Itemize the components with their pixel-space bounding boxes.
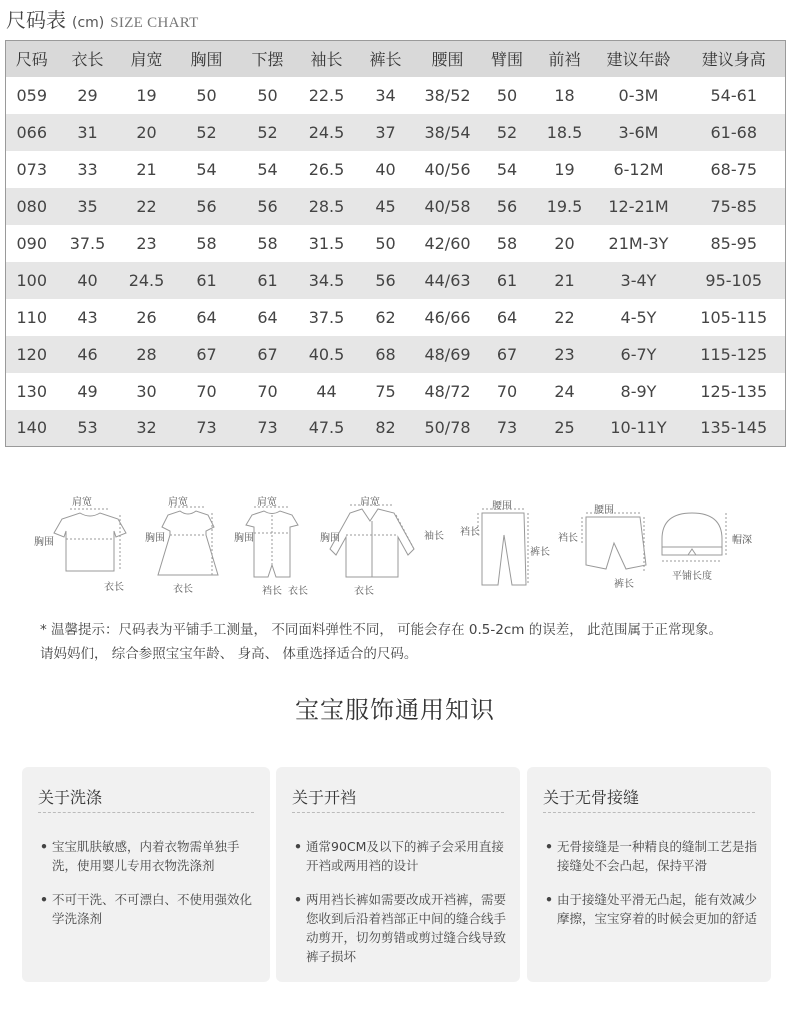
table-cell: 125-135 (700, 381, 768, 401)
card-item (40, 890, 260, 928)
title-english: SIZE CHART (110, 15, 199, 31)
table-cell: 35 (77, 196, 98, 216)
size-table (5, 40, 786, 447)
label-chest: 胸围 (320, 533, 340, 544)
table-cell: 32 (136, 418, 157, 438)
label-length: 衣长 (354, 586, 374, 597)
pants-icon (456, 485, 566, 595)
table-cell: 23 (136, 233, 157, 253)
table-cell: 6-12M (613, 159, 664, 179)
table-cell: 68 (375, 344, 396, 364)
table-cell: 67 (257, 344, 278, 364)
card-divider (38, 812, 254, 813)
table-cell: 40/58 (424, 196, 471, 216)
card-item-text: 不可干洗、不可漂白、不使用强效化学洗涤剂 (52, 892, 253, 926)
card-title: 关于开裆 (292, 788, 357, 807)
table-header: 建议身高 (701, 50, 766, 70)
table-row (6, 336, 786, 373)
card-item (294, 837, 516, 875)
table-cell: 22 (136, 196, 157, 216)
table-cell: 135-145 (700, 418, 768, 438)
table-cell: 73 (496, 418, 518, 438)
bullet-icon: • (545, 892, 553, 907)
section-title: 宝宝服饰通用知识 (295, 696, 495, 724)
table-cell: 46 (77, 344, 98, 364)
table-cell: 54 (496, 159, 518, 179)
table-cell: 073 (16, 159, 48, 179)
table-cell: 58 (496, 233, 518, 253)
label-shoulder: 肩宽 (360, 497, 380, 508)
label-chest: 胸围 (145, 533, 165, 544)
label-crotch: 裆长 (262, 586, 282, 597)
table-cell: 40.5 (308, 344, 345, 364)
table-cell: 45 (375, 196, 396, 216)
card-item-text: 两用裆长裤如需要改成开裆裤，需要您收到后沿着裆部正中间的缝合线手动剪开，切勿剪错或剪过缝合线导致裤子损坏 (306, 892, 507, 964)
table-cell: 24.5 (308, 122, 345, 142)
table-row (6, 410, 786, 447)
table-cell: 18 (554, 85, 575, 105)
table-cell: 066 (16, 122, 48, 142)
chart-title (6, 4, 199, 32)
table-row (6, 299, 786, 336)
table-cell: 24 (554, 381, 575, 401)
label-pants-length: 裤长 (614, 579, 634, 590)
table-cell: 68-75 (710, 159, 757, 179)
table-cell: 31.5 (308, 233, 345, 253)
table-cell: 0-3M (618, 85, 659, 105)
table-header: 下摆 (251, 50, 284, 70)
table-cell: 54 (196, 159, 217, 179)
table-cell: 70 (496, 381, 518, 401)
table-cell: 50 (196, 85, 217, 105)
table-cell: 46/66 (424, 307, 471, 327)
table-cell: 34 (375, 85, 396, 105)
hat-icon (654, 485, 770, 595)
table-cell: 090 (16, 233, 48, 253)
table-cell: 67 (496, 344, 518, 364)
table-cell: 19 (136, 85, 157, 105)
table-cell: 42/60 (424, 233, 471, 253)
table-cell: 110 (16, 307, 48, 327)
label-length: 衣长 (173, 584, 193, 595)
table-cell: 33 (77, 159, 98, 179)
table-cell: 52 (196, 122, 217, 142)
table-cell: 40 (77, 270, 98, 290)
pants-diagram (456, 485, 566, 595)
table-cell: 080 (16, 196, 48, 216)
bullet-icon: • (40, 839, 48, 854)
table-cell: 64 (496, 307, 518, 327)
table-cell: 12-21M (608, 196, 669, 216)
bullet-icon: • (294, 839, 302, 854)
table-cell: 40/56 (424, 159, 471, 179)
table-cell: 20 (136, 122, 157, 142)
card-item-text: 宝宝肌肤敏感，内着衣物需单独手洗，使用婴儿专用衣物洗涤剂 (52, 839, 240, 873)
card-item (294, 890, 516, 966)
table-cell: 61-68 (710, 122, 757, 142)
bullet-icon: • (294, 892, 302, 907)
table-cell: 100 (16, 270, 48, 290)
table-cell: 30 (136, 381, 157, 401)
table-cell: 22 (554, 307, 575, 327)
tshirt-icon (30, 485, 140, 595)
table-header: 臂围 (490, 50, 523, 70)
label-depth: 帽深 (732, 535, 752, 546)
table-cell: 82 (375, 418, 396, 438)
table-cell: 70 (196, 381, 217, 401)
table-cell: 50 (375, 233, 396, 253)
label-length: 衣长 (288, 586, 308, 597)
table-cell: 61 (496, 270, 518, 290)
table-cell: 52 (257, 122, 278, 142)
note-line-2: 请妈妈们， 综合参照宝宝年龄、 身高、 体重选择适合的尺码。 (40, 646, 418, 662)
table-cell: 3-4Y (620, 270, 657, 290)
dress-icon (140, 485, 240, 595)
table-cell: 48/72 (424, 381, 471, 401)
table-cell: 10-11Y (610, 418, 667, 438)
table-cell: 28.5 (308, 196, 345, 216)
card-divider (543, 812, 755, 813)
table-cell: 3-6M (618, 122, 659, 142)
table-cell: 115-125 (700, 344, 768, 364)
table-row (6, 77, 786, 114)
table-header: 尺码 (15, 50, 48, 70)
card-item (40, 837, 260, 875)
table-header: 建议年龄 (606, 50, 671, 70)
table-cell: 67 (196, 344, 217, 364)
label-crotch: 裆长 (558, 533, 578, 544)
table-header: 前裆 (548, 50, 581, 70)
jacket-diagram (318, 485, 458, 595)
table-header: 袖长 (310, 50, 343, 70)
table-cell: 48/69 (424, 344, 471, 364)
label-flat-length: 平铺长度 (672, 571, 712, 582)
card-seamless (527, 767, 771, 982)
table-header: 腰围 (431, 50, 464, 70)
table-cell: 21 (136, 159, 157, 179)
table-cell: 37.5 (69, 233, 106, 253)
table-cell: 58 (257, 233, 278, 253)
table-cell: 37 (375, 122, 396, 142)
dress-diagram (140, 485, 240, 595)
card-title: 关于洗涤 (38, 788, 103, 807)
label-chest: 胸围 (234, 533, 254, 544)
table-cell: 50 (496, 85, 518, 105)
table-cell: 70 (257, 381, 278, 401)
table-cell: 56 (196, 196, 217, 216)
table-cell: 105-115 (700, 307, 768, 327)
card-item (545, 837, 767, 875)
table-cell: 50 (257, 85, 278, 105)
table-cell: 24.5 (128, 270, 165, 290)
table-cell: 43 (77, 307, 98, 327)
table-header-row (6, 41, 786, 77)
romper-diagram (232, 485, 322, 595)
table-cell: 47.5 (308, 418, 345, 438)
table-cell: 25 (554, 418, 575, 438)
table-cell: 059 (16, 85, 48, 105)
table-cell: 26.5 (308, 159, 345, 179)
table-cell: 54 (257, 159, 278, 179)
table-cell: 44/63 (424, 270, 471, 290)
table-cell: 28 (136, 344, 157, 364)
table-cell: 8-9Y (620, 381, 657, 401)
bullet-icon: • (545, 839, 553, 854)
label-pants-length: 裤长 (530, 547, 550, 558)
table-cell: 40 (375, 159, 396, 179)
table-cell: 26 (136, 307, 157, 327)
table-cell: 38/52 (424, 85, 471, 105)
measurement-note (40, 618, 770, 666)
table-cell: 21M-3Y (608, 233, 669, 253)
table-cell: 120 (16, 344, 48, 364)
table-cell: 75 (375, 381, 396, 401)
jacket-icon (318, 485, 458, 595)
table-cell: 34.5 (308, 270, 345, 290)
label-waist: 腰围 (594, 505, 614, 516)
table-cell: 20 (554, 233, 575, 253)
label-shoulder: 肩宽 (168, 497, 188, 508)
table-cell: 50/78 (424, 418, 471, 438)
table-cell: 6-7Y (620, 344, 657, 364)
label-sleeve: 袖长 (424, 531, 444, 542)
table-cell: 54-61 (710, 85, 757, 105)
table-row (6, 373, 786, 410)
table-cell: 61 (257, 270, 278, 290)
table-cell: 75-85 (710, 196, 757, 216)
card-washing (22, 767, 270, 982)
table-cell: 64 (196, 307, 217, 327)
card-title: 关于无骨接缝 (543, 788, 640, 807)
table-row (6, 262, 786, 299)
table-row (6, 151, 786, 188)
table-row (6, 225, 786, 262)
label-shoulder: 肩宽 (72, 497, 92, 508)
table-cell: 140 (16, 418, 48, 438)
table-cell: 53 (77, 418, 98, 438)
tshirt-diagram (30, 485, 140, 595)
table-row (6, 188, 786, 225)
label-shoulder: 肩宽 (257, 497, 277, 508)
table-cell: 52 (496, 122, 518, 142)
note-line-1: * 温馨提示：尺码表为平铺手工测量， 不同面料弹性不同， 可能会存在 0.5-2cm 的误差， 此范围属于正常现象。 (40, 622, 722, 638)
table-header: 裤长 (369, 50, 402, 70)
card-item-text: 由于接缝处平滑无凸起，能有效减少摩擦，宝宝穿着的时候会更加的舒适 (557, 892, 758, 926)
table-cell: 38/54 (424, 122, 471, 142)
table-cell: 44 (316, 381, 337, 401)
label-chest: 胸围 (34, 537, 54, 548)
card-item-text: 通常90CM及以下的裤子会采用直接开裆或两用裆的设计 (306, 839, 504, 873)
table-header: 衣长 (71, 50, 104, 70)
label-length: 衣长 (104, 582, 124, 593)
label-waist: 腰围 (492, 501, 512, 512)
card-open-crotch (276, 767, 520, 982)
table-cell: 62 (375, 307, 396, 327)
table-cell: 49 (77, 381, 98, 401)
shorts-diagram (556, 485, 656, 595)
shorts-icon (556, 485, 656, 595)
label-crotch: 裆长 (460, 527, 480, 538)
card-item (545, 890, 767, 928)
measurement-diagrams (20, 485, 770, 595)
table-cell: 64 (257, 307, 278, 327)
card-divider (292, 812, 504, 813)
table-cell: 18.5 (546, 122, 583, 142)
table-cell: 73 (257, 418, 278, 438)
table-cell: 56 (496, 196, 518, 216)
table-cell: 29 (77, 85, 98, 105)
table-cell: 21 (554, 270, 575, 290)
table-cell: 31 (77, 122, 98, 142)
table-cell: 73 (196, 418, 217, 438)
title-main: 尺码表 (6, 8, 66, 32)
table-cell: 85-95 (710, 233, 757, 253)
table-header: 胸围 (190, 50, 223, 70)
card-item-text: 无骨接缝是一种精良的缝制工艺是指接缝处不会凸起，保持平滑 (557, 839, 758, 873)
table-cell: 19.5 (546, 196, 583, 216)
table-cell: 23 (554, 344, 575, 364)
table-cell: 56 (375, 270, 396, 290)
table-cell: 4-5Y (620, 307, 657, 327)
title-unit: (cm) (72, 15, 105, 31)
table-cell: 22.5 (308, 85, 345, 105)
table-row (6, 114, 786, 151)
table-cell: 95-105 (705, 270, 763, 290)
bullet-icon: • (40, 892, 48, 907)
romper-icon (232, 485, 322, 595)
table-header: 肩宽 (130, 50, 163, 70)
table-cell: 130 (16, 381, 48, 401)
table-cell: 61 (196, 270, 217, 290)
table-cell: 37.5 (308, 307, 345, 327)
hat-diagram (654, 485, 770, 595)
table-cell: 56 (257, 196, 278, 216)
table-cell: 58 (196, 233, 217, 253)
table-cell: 19 (554, 159, 575, 179)
